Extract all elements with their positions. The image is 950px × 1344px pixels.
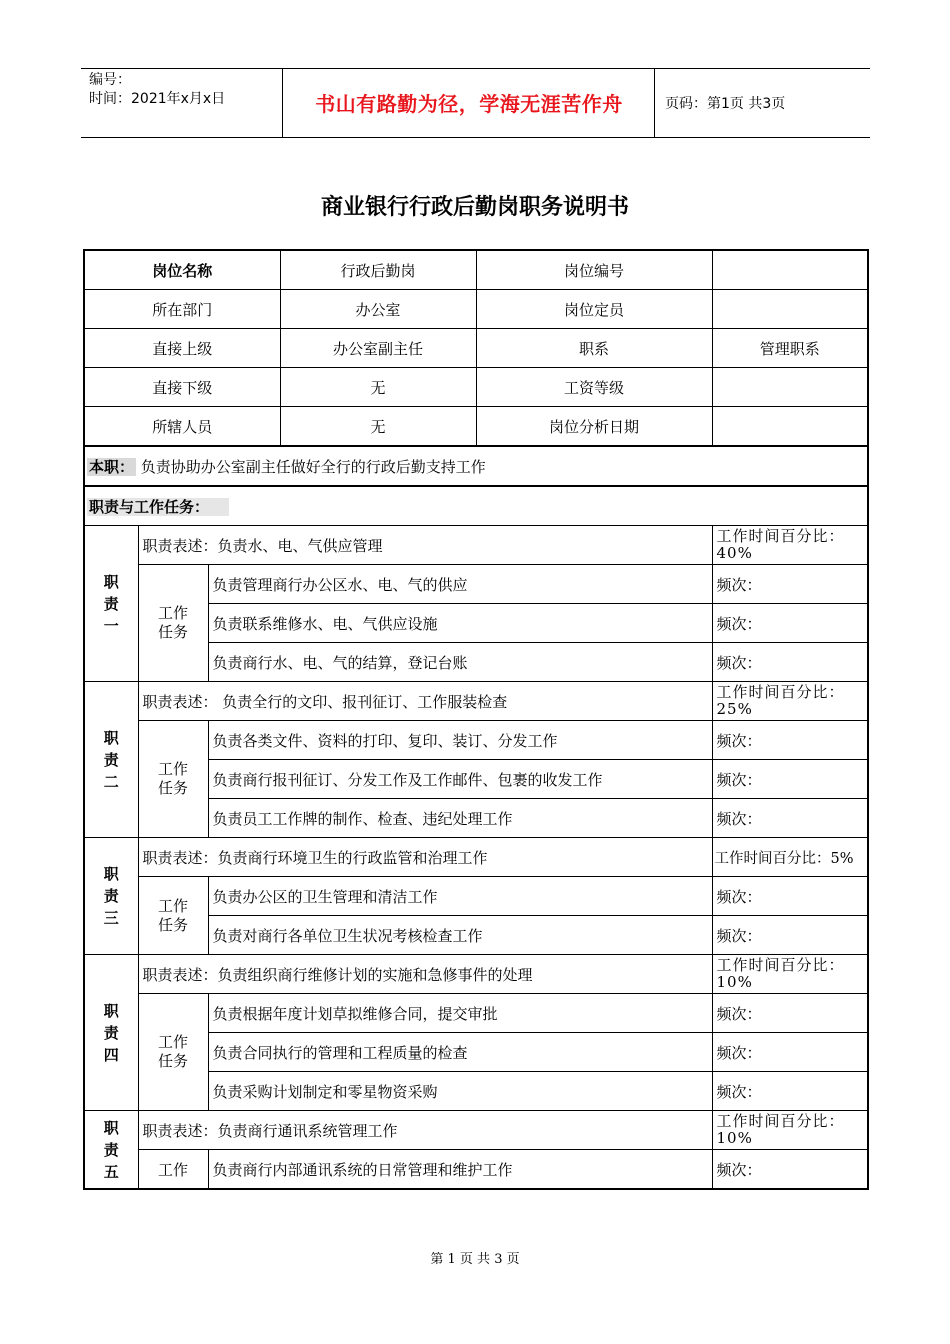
info-value bbox=[712, 368, 868, 407]
task-row bbox=[84, 1150, 868, 1190]
job-description-table bbox=[83, 249, 869, 1190]
task-frequency: 频次： bbox=[712, 643, 868, 682]
duty-time-percent: 工作时间百分比： 25% bbox=[712, 682, 868, 721]
duties-header: 职责与工作任务： bbox=[87, 498, 229, 516]
info-label: 岗位编号 bbox=[476, 250, 712, 290]
task-frequency: 频次： bbox=[712, 1072, 868, 1111]
info-label: 工资等级 bbox=[476, 368, 712, 407]
task-row bbox=[84, 877, 868, 916]
info-label: 所在部门 bbox=[84, 290, 280, 329]
duty-time-percent: 工作时间百分比：5% bbox=[712, 838, 868, 877]
duties-header-row bbox=[84, 486, 868, 526]
task-label: 工作 bbox=[138, 1150, 208, 1190]
header-motto: 书山有路勤为径，学海无涯苦作舟 bbox=[315, 92, 623, 116]
duty-name: 职 责 四 bbox=[84, 955, 138, 1111]
header-meta bbox=[89, 71, 225, 109]
duty-name: 职 责 一 bbox=[84, 526, 138, 682]
task-frequency: 频次： bbox=[712, 994, 868, 1033]
info-label: 职系 bbox=[476, 329, 712, 368]
duty-time-percent: 工作时间百分比： 10% bbox=[712, 1111, 868, 1150]
task-label: 工作任务 bbox=[138, 565, 208, 682]
info-label: 岗位分析日期 bbox=[476, 407, 712, 447]
task-text: 负责合同执行的管理和工程质量的检查 bbox=[208, 1033, 712, 1072]
info-value: 行政后勤岗 bbox=[280, 250, 476, 290]
task-label: 工作任务 bbox=[138, 877, 208, 955]
info-value bbox=[712, 250, 868, 290]
main-duty-label: 本职： bbox=[89, 457, 135, 476]
doc-date-label: 时间：2021年x月x日 bbox=[89, 91, 226, 107]
task-row bbox=[84, 565, 868, 604]
header-divider bbox=[282, 69, 283, 137]
task-text: 负责联系维修水、电、气供应设施 bbox=[208, 604, 712, 643]
document-title: 商业银行行政后勤岗职务说明书 bbox=[320, 195, 629, 220]
duty-description: 职责表述：负责组织商行维修计划的实施和急修事件的处理 bbox=[138, 955, 712, 994]
duty-desc-row bbox=[84, 955, 868, 994]
duty-description: 职责表述：负责水、电、气供应管理 bbox=[138, 526, 712, 565]
duty-description: 职责表述：负责商行环境卫生的行政监管和治理工作 bbox=[138, 838, 712, 877]
main-duty-row bbox=[84, 446, 868, 486]
info-value: 办公室副主任 bbox=[280, 329, 476, 368]
duty-desc-row bbox=[84, 526, 868, 565]
task-text: 负责采购计划制定和零星物资采购 bbox=[208, 1072, 712, 1111]
info-label: 所辖人员 bbox=[84, 407, 280, 447]
task-frequency: 频次： bbox=[712, 916, 868, 955]
main-duty-text: 负责协助办公室副主任做好全行的行政后勤支持工作 bbox=[140, 457, 486, 476]
task-text: 负责各类文件、资料的打印、复印、装订、分发工作 bbox=[208, 721, 712, 760]
duty-name: 职 责 二 bbox=[84, 682, 138, 838]
info-label: 直接下级 bbox=[84, 368, 280, 407]
info-row bbox=[84, 329, 868, 368]
info-row bbox=[84, 290, 868, 329]
task-frequency: 频次： bbox=[712, 760, 868, 799]
task-text: 负责员工工作牌的制作、检查、违纪处理工作 bbox=[208, 799, 712, 838]
page-header bbox=[81, 68, 870, 138]
info-value: 办公室 bbox=[280, 290, 476, 329]
task-text: 负责根据年度计划草拟维修合同，提交审批 bbox=[208, 994, 712, 1033]
task-label: 工作任务 bbox=[138, 994, 208, 1111]
info-value: 无 bbox=[280, 368, 476, 407]
header-page-info: 页码：第1页 共3页 bbox=[665, 96, 786, 112]
info-value: 管理职系 bbox=[712, 329, 868, 368]
info-label: 岗位名称 bbox=[84, 250, 280, 290]
task-frequency: 频次： bbox=[712, 1033, 868, 1072]
info-value: 无 bbox=[280, 407, 476, 447]
task-text: 负责对商行各单位卫生状况考核检查工作 bbox=[208, 916, 712, 955]
task-text: 负责商行水、电、气的结算，登记台账 bbox=[208, 643, 712, 682]
task-text: 负责商行报刊征订、分发工作及工作邮件、包裹的收发工作 bbox=[208, 760, 712, 799]
doc-number-label: 编号： bbox=[89, 72, 131, 88]
task-frequency: 频次： bbox=[712, 604, 868, 643]
task-label: 工作任务 bbox=[138, 721, 208, 838]
task-text: 负责商行内部通讯系统的日常管理和维护工作 bbox=[208, 1150, 712, 1190]
task-frequency: 频次： bbox=[712, 799, 868, 838]
header-divider bbox=[654, 69, 655, 137]
task-frequency: 频次： bbox=[712, 1150, 868, 1190]
task-text: 负责管理商行办公区水、电、气的供应 bbox=[208, 565, 712, 604]
info-label: 直接上级 bbox=[84, 329, 280, 368]
duty-time-percent: 工作时间百分比： 10% bbox=[712, 955, 868, 994]
duty-desc-row bbox=[84, 1111, 868, 1150]
page-footer: 第 1 页 共 3 页 bbox=[430, 1252, 520, 1267]
duty-name: 职 责 五 bbox=[84, 1111, 138, 1190]
duty-desc-row bbox=[84, 838, 868, 877]
duty-name: 职 责 三 bbox=[84, 838, 138, 955]
info-row bbox=[84, 250, 868, 290]
duty-desc-row bbox=[84, 682, 868, 721]
info-row bbox=[84, 407, 868, 447]
info-value bbox=[712, 290, 868, 329]
info-label: 岗位定员 bbox=[476, 290, 712, 329]
info-row bbox=[84, 368, 868, 407]
duty-time-percent: 工作时间百分比： 40% bbox=[712, 526, 868, 565]
task-row bbox=[84, 721, 868, 760]
duty-description: 职责表述： 负责全行的文印、报刊征订、工作服装检查 bbox=[138, 682, 712, 721]
task-row bbox=[84, 994, 868, 1033]
task-frequency: 频次： bbox=[712, 877, 868, 916]
info-value bbox=[712, 407, 868, 447]
task-frequency: 频次： bbox=[712, 565, 868, 604]
task-text: 负责办公区的卫生管理和清洁工作 bbox=[208, 877, 712, 916]
duty-description: 职责表述：负责商行通讯系统管理工作 bbox=[138, 1111, 712, 1150]
task-frequency: 频次： bbox=[712, 721, 868, 760]
